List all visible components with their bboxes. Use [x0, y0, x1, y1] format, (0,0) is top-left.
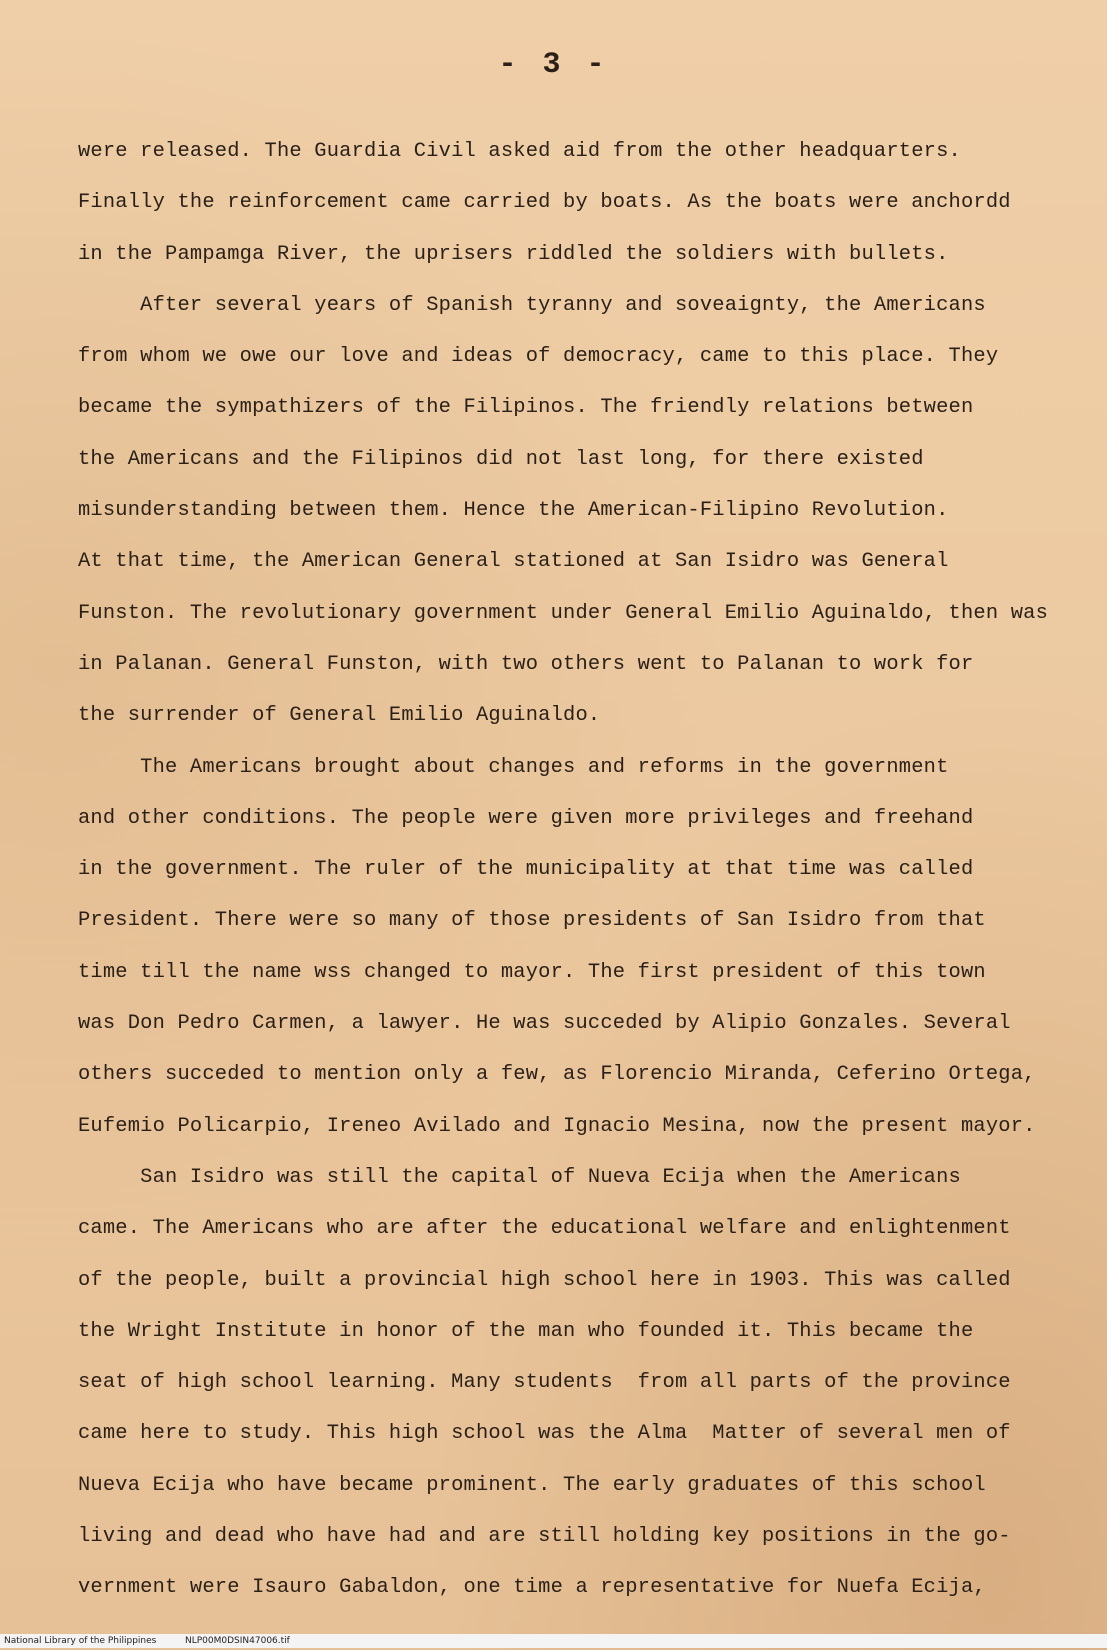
text-line: seat of high school learning. Many students from all parts of the province — [78, 1371, 1011, 1395]
text-line: came here to study. This high school was the Alma Matter of several men of — [78, 1422, 1011, 1446]
text-line: in the Pampamga River, the uprisers riddled the soldiers with bullets. — [78, 242, 949, 266]
text-line: misunderstanding between them. Hence the American-Filipino Revolution. — [78, 499, 949, 523]
text-line: After several years of Spanish tyranny and soveaignty, the Americans — [78, 293, 986, 317]
text-line: Nueva Ecija who have became prominent. The early graduates of this school — [78, 1473, 986, 1497]
text-line: San Isidro was still the capital of Nueva Ecija when the Americans — [78, 1165, 961, 1189]
text-line: vernment were Isauro Gabaldon, one time a representative for Nuefa Ecija, — [78, 1576, 986, 1600]
text-line: became the sympathizers of the Filipinos. The friendly relations between — [78, 396, 974, 420]
typed-text-body — [78, 126, 1078, 1614]
scan-footer — [0, 1634, 1107, 1648]
text-line: of the people, built a provincial high school here in 1903. This was called — [78, 1268, 1011, 1292]
text-line: Eufemio Policarpio, Ireneo Avilado and Ignacio Mesina, now the present mayor. — [78, 1114, 1036, 1138]
footer-library-name: National Library of the Philippines — [4, 1636, 157, 1646]
text-line: time till the name wss changed to mayor. The first president of this town — [78, 960, 986, 984]
text-line: the Wright Institute in honor of the man who founded it. This became the — [78, 1319, 974, 1343]
text-line: others succeded to mention only a few, as Florencio Miranda, Ceferino Ortega, — [78, 1063, 1036, 1087]
text-line: came. The Americans who are after the educational welfare and enlightenment — [78, 1217, 1011, 1241]
text-line: Finally the reinforcement came carried by boats. As the boats were anchordd — [78, 191, 1011, 215]
text-line: The Americans brought about changes and reforms in the government — [78, 755, 949, 779]
text-line: was Don Pedro Carmen, a lawyer. He was succeded by Alipio Gonzales. Several — [78, 1012, 1011, 1036]
footer-file-id: NLP00M0DSIN47006.tif — [185, 1636, 290, 1646]
text-line: and other conditions. The people were given more privileges and freehand — [78, 806, 974, 830]
text-line: President. There were so many of those presidents of San Isidro from that — [78, 909, 986, 933]
text-line: in the government. The ruler of the municipality at that time was called — [78, 858, 974, 882]
text-line: the Americans and the Filipinos did not last long, for there existed — [78, 447, 924, 471]
text-line: the surrender of General Emilio Aguinaldo. — [78, 704, 601, 728]
text-line: living and dead who have had and are still holding key positions in the go- — [78, 1525, 1011, 1549]
text-line: At that time, the American General stationed at San Isidro was General — [78, 550, 949, 574]
text-line: Funston. The revolutionary government under General Emilio Aguinaldo, then was — [78, 601, 1049, 625]
text-line: in Palanan. General Funston, with two others went to Palanan to work for — [78, 652, 974, 676]
page-number: - 3 - — [498, 48, 609, 82]
text-line: from whom we owe our love and ideas of democracy, came to this place. They — [78, 345, 999, 369]
text-line: were released. The Guardia Civil asked aid from the other headquarters. — [78, 140, 961, 163]
